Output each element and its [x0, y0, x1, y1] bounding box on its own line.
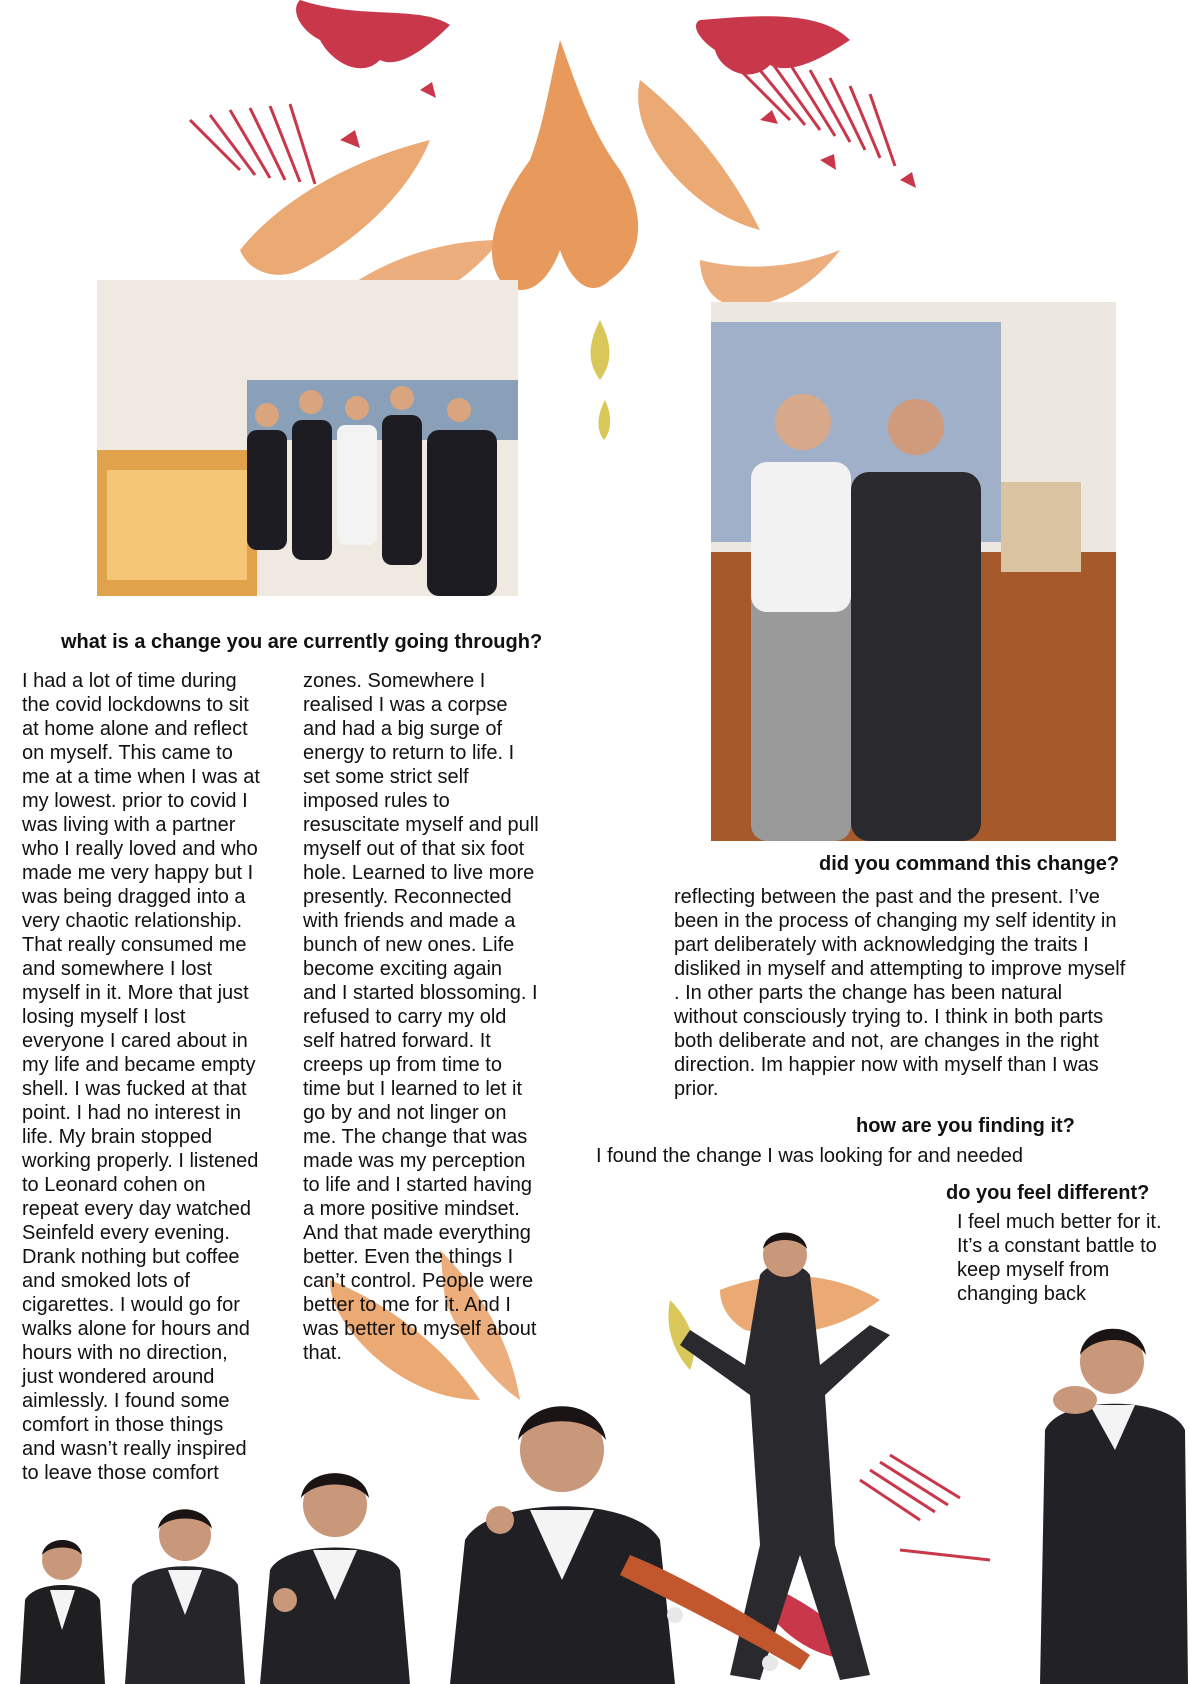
answer-feel-different: I feel much better for it. It’s a constant battle to keep myself from changing back	[957, 1211, 1162, 1305]
red-mark-2	[420, 82, 436, 98]
two-men-photo	[711, 302, 1116, 841]
orange-petal-left	[240, 140, 430, 275]
red-mark-1	[340, 130, 360, 148]
red-leaf-top-left	[296, 0, 450, 68]
yellow-drop-1	[591, 320, 610, 380]
question-feel-different: do you feel different?	[946, 1182, 1150, 1204]
answer-finding-it: I found the change I was looking for and needed	[596, 1145, 1023, 1167]
orange-petal-right-2	[700, 250, 840, 306]
figure-cutout-2	[120, 1485, 250, 1684]
yellow-drop-2	[598, 400, 610, 440]
figure-cutout-skateboarder	[620, 1215, 950, 1684]
orange-spire-center	[492, 40, 638, 290]
question-command-change: did you command this change?	[819, 853, 1120, 875]
figure-cutout-1	[15, 1520, 110, 1684]
group-photo-deli	[97, 280, 518, 596]
question-finding-it: how are you finding it?	[856, 1115, 1075, 1137]
orange-petal-right	[638, 80, 760, 230]
answer-current-change-column-2: zones. Somewhere I realised I was a corpse and had a big surge of energy to return to life. I set some strict self imposed rules to resuscitate myself and pull myself out of that six foot hole. Learned to live more presently. Reconnected with friends and made a bunch of new ones. Life become exciting again and I started blossoming. I refused to carry my old self hatred forward. It creeps up from time to time but I learned to let it go by and not linger on me. The change that was made was my perception to life and I started having a more positive mindset. And that made everything better. Even the things I can’t control. People were better to me for it. And I was better to myself about that.	[303, 670, 539, 1364]
red-mark-3	[820, 154, 836, 170]
scribble-arm-left	[190, 104, 315, 184]
question-current-change: what is a change you are currently going through?	[61, 631, 543, 653]
red-mark-5	[760, 110, 778, 124]
answer-current-change-column-1: I had a lot of time during the covid lockdowns to sit at home alone and reflect on myself. This came to me at a time when I was at my lowest. prior to covid I was living with a partner who I really loved and who made me very happy but I was being dragged into a very chaotic relationship. That really consumed me and somewhere I lost myself in it. More that just losing myself I lost everyone I cared about in my life and became empty shell. I was fucked at that point. I had no interest in life. My brain stopped working properly. I listened to Leonard cohen on repeat every day watched Seinfeld every evening. Drank nothing but coffee and smoked lots of cigarettes. I would go for walks alone for hours and hours with no direction, just wondered around aimlessly. I found some comfort in those things and wasn’t really inspired to leave those comfort	[22, 670, 260, 1484]
answer-command-change: reflecting between the past and the present. I’ve been in the process of changing my self identity in part deliberately with acknowledging the traits I disliked in myself and attempting to improve myself . In other parts the change has been natural without consciously trying to. I think in both parts both deliberate and not, are changes in the right direction. Im happier now with myself than I was prior.	[674, 886, 1126, 1100]
figure-cutout-3	[255, 1450, 415, 1684]
scribble-arm-right	[730, 58, 895, 166]
figure-cutout-5	[1030, 1300, 1190, 1684]
red-mark-4	[900, 172, 916, 188]
